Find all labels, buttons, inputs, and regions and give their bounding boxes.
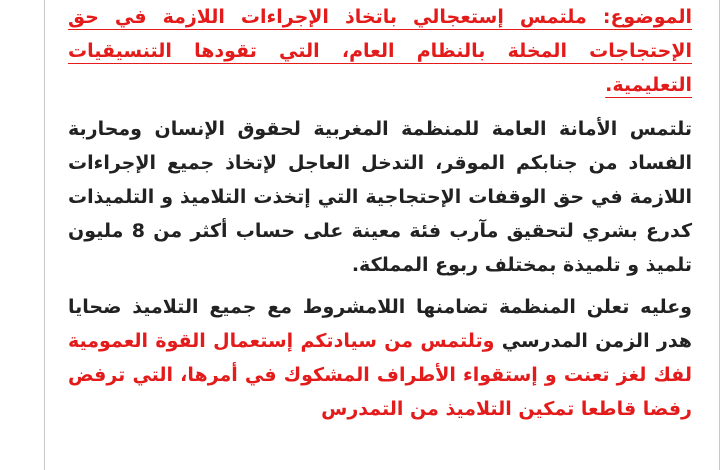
paragraph-request: تلتمس الأمانة العامة للمنظمة المغربية لحقوق الإنسان ومحاربة الفساد من جنابكم الموقر، التدخل العاجل لإتخاذ جميع الإجراءات اللازمة في حق الوقفات الإحتجاجية التي إتخذت التلاميذ و التلميذات كدرع بشري لتحقيق مآرب فئة معينة على حساب أكثر من 8 مليون تلميذ و تلميذة بمختلف ربوع المملكة. — [68, 118, 692, 276]
subject-line: الموضوع: ملتمس إستعجالي باتخاذ الإجراءات اللازمة في حق الإحتجاجات المخلة بالنظام العام، التي تقودها التنسيقيات التعليمية. — [68, 6, 692, 96]
paragraph-solidarity-black: وعليه تعلن المنظمة تضامنها اللامشروط مع جميع التلاميذ ضحايا هدر الزمن المدرسي — [68, 296, 692, 352]
letter-body — [68, 0, 692, 426]
paragraph-solidarity-red: وتلتمس من سيادتكم إستعمال القوة العمومية لفك لغز تعنت و إستقواء الأطراف المشكوك في أمرها، التي ترفض رفضا قاطعا تمكين التلاميذ من التمدرس — [68, 330, 692, 420]
paragraph-solidarity — [68, 290, 692, 426]
